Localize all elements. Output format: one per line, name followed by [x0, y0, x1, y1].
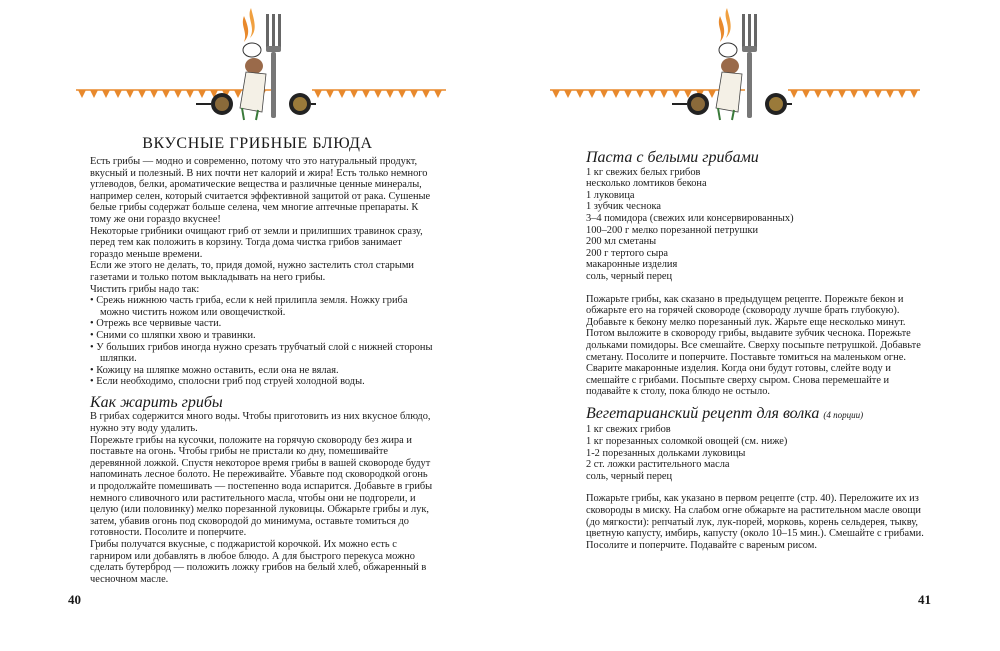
- ingredient: 200 г тертого сыра: [586, 247, 669, 259]
- bunting-flag: [374, 90, 382, 98]
- bunting-flag: [78, 90, 86, 98]
- bunting-flag: [660, 90, 668, 98]
- ingredient: 1 кг свежих белых грибов: [586, 166, 701, 178]
- intro-paragraph-3: Если же этого не делать, то, придя домой, нужно застелить стол старыми газетами и только потом выкладывать на него грибы.: [90, 260, 414, 283]
- intro-paragraph-4: Чистить грибы надо так:: [90, 283, 200, 295]
- section-heading: Как жарить грибы: [90, 393, 223, 411]
- page-title: ВКУСНЫЕ ГРИБНЫЕ БЛЮДА: [142, 135, 373, 152]
- bunting-flag: [162, 90, 170, 98]
- ingredient: 100–200 г мелко порезанной петрушки: [586, 224, 759, 236]
- bunting-flag: [422, 90, 430, 98]
- bunting-flag: [150, 90, 158, 98]
- bunting-flag: [126, 90, 134, 98]
- right-text-column: [586, 149, 934, 551]
- bunting-flag: [612, 90, 620, 98]
- bullet-item: • Если необходимо, сполосни гриб под струей холодной воды.: [90, 376, 365, 388]
- bullet-item: • Отрежь все червивые части.: [90, 318, 222, 330]
- ingredient: 2 ст. ложки растительного масла: [586, 459, 730, 471]
- bunting-flag: [850, 90, 858, 98]
- section-paragraph-2: Порежьте грибы на кусочки, положите на горячую сковороду без жира и поставьте на огонь. Чтобы грибы не пристали ко дну, помешивайте деревянной ложкой. Спустя некоторое время грибы в вашей сковороде будут напоминать лесное болото. Не переживайте. Убавьте под сковородкой огонь и продолжайте помешивать — постепенно вода испарится. Добавьте в грибы немного сливочного или растительного масла, чтобы они не подгорели, и целую (или половинку) мелко порезанной луковицы. Обжарьте грибы и лук, затем, убавив огонь под сковородой до минимума, оставьте томиться до готовности. Посолите и поперчите.: [90, 434, 433, 539]
- bullet-item: • Сними со шляпки хвою и травинки.: [90, 329, 256, 341]
- section-paragraph-1: В грибах содержится много воды. Чтобы приготовить из них вкусное блюдо, нужно эту воду удалить.: [90, 411, 431, 435]
- left-text-column: [90, 156, 433, 585]
- bunting-flag: [886, 90, 894, 98]
- bunting-flag: [600, 90, 608, 98]
- bunting-flag: [138, 90, 146, 98]
- page-number-right: 41: [918, 592, 931, 607]
- bunting-flag: [564, 90, 572, 98]
- header-decoration: [500, 0, 1000, 125]
- recipe1-step-1: Пожарьте грибы, как сказано в предыдущем рецепте. Порежьте бекон и обжарьте его на горячей сковороде (сковороду лучше брать глубокую). Добавьте к бекону мелко порезанный лук. Жарьте еще несколько минут. Потом выложите в сковороду грибы, выдавите зубчик чеснока. Порежьте дольками помидоры. Все смешайте. Сверху посыпьте петрушкой. Добавьте сметану. Посолите и поперчите. Поставьте томиться на маленьком огне.: [586, 293, 921, 363]
- bunting-flag: [910, 90, 918, 98]
- recipe1-title: Паста с белыми грибами: [586, 149, 759, 166]
- ingredient: 200 мл сметаны: [586, 236, 657, 248]
- bullet-item: • У больших грибов иногда нужно срезать трубчатый слой с нижней стороны шляпки.: [90, 341, 433, 365]
- ingredient: соль, черный перец: [586, 270, 673, 282]
- recipe2-portions: (4 порции): [823, 409, 864, 420]
- bunting-flag: [576, 90, 584, 98]
- ingredient: 1-2 порезанных дольками луковицы: [586, 447, 746, 459]
- bunting-flag: [102, 90, 110, 98]
- wolf-chef-illustration: [196, 8, 316, 128]
- bunting-flag: [434, 90, 442, 98]
- bunting-flag: [114, 90, 122, 98]
- ingredient: 3–4 помидора (свежих или консервированных): [586, 212, 794, 224]
- bunting-flag: [588, 90, 596, 98]
- header-decoration: [0, 0, 500, 125]
- recipe2-title: Вегетарианский рецепт для волка (4 порции): [586, 404, 864, 422]
- bunting-flag: [838, 90, 846, 98]
- bullet-item: • Кожицу на шляпке можно оставить, если она не вялая.: [90, 364, 339, 376]
- bunting-flag: [814, 90, 822, 98]
- bunting-flag: [326, 90, 334, 98]
- bunting-flag: [862, 90, 870, 98]
- ingredient: соль, черный перец: [586, 470, 673, 482]
- bunting-flag: [898, 90, 906, 98]
- recipe2-step-1: Пожарьте грибы, как указано в первом рецепте (стр. 40). Переложите их из сковороды в миску. На слабом огне обжарьте на растительном масле овощи (до мягкости): репчатый лук, лук-порей, морковь, корень сельдерея, тыкву, цветную капусту, имбирь, капусту (около 10–15 мин.). Смешайте с грибами. Посолите и поперчите. Подавайте с вареным рисом.: [586, 493, 924, 551]
- ingredient: несколько ломтиков бекона: [586, 178, 707, 190]
- section-paragraph-3: Грибы получатся вкусные, с поджаристой корочкой. Их можно есть с гарниром или добавлять в любое блюдо. А для быстрого перекуса можно сделать бутерброд — положить ложку грибов на белый хлеб, обжаренный в чесночном масле.: [90, 539, 427, 585]
- bunting-flag: [174, 90, 182, 98]
- bunting-flag: [636, 90, 644, 98]
- bunting-left-2: [312, 88, 446, 104]
- bunting-flag: [386, 90, 394, 98]
- right-page: [500, 0, 1000, 651]
- recipe1-step-2: Сварите макаронные изделия. Когда они будут готовы, слейте воду и смешайте с грибами. Посыпьте сверху сыром. Снова перемешайте и подавайте к столу, пока блюдо не остыло.: [586, 363, 891, 398]
- bunting-flag: [874, 90, 882, 98]
- bunting-flag: [350, 90, 358, 98]
- bunting-flag: [802, 90, 810, 98]
- bunting-right-2: [788, 88, 920, 104]
- bunting-flag: [338, 90, 346, 98]
- intro-paragraph-1: Есть грибы — модно и современно, потому что это натуральный продукт, вкусный и полезный. В них почти нет калорий и жира! Есть только немного углеводов, белки, ароматические вещества и различные ценные минералы, например селен, который считается эффективной защитой от рака. Сушеные белые грибы содержат больше селена, чем многие аптечные препараты. К тому же они гораздо вкуснее!: [90, 156, 431, 225]
- bunting-flag: [826, 90, 834, 98]
- bullet-item: • Срежь нижнюю часть гриба, если к ней прилипла земля. Ножку гриба можно чистить ножом или овощечисткой.: [90, 295, 408, 318]
- page-number-left: 40: [68, 592, 81, 607]
- ingredient: 1 зубчик чеснока: [586, 201, 662, 213]
- bunting-flag: [648, 90, 656, 98]
- ingredient: 1 кг порезанных соломкой овощей (см. ниже): [586, 436, 788, 448]
- ingredient: 1 луковица: [586, 189, 635, 201]
- bunting-flag: [398, 90, 406, 98]
- wolf-chef-illustration: [672, 8, 792, 128]
- intro-paragraph-2: Некоторые грибники очищают гриб от земли и прилипших травинок сразу, перед тем как положить в корзину. Тогда дома чистка грибов занимает гораздо меньше времени.: [90, 225, 423, 260]
- bunting-flag: [410, 90, 418, 98]
- bunting-flag: [90, 90, 98, 98]
- ingredient: 1 кг свежих грибов: [586, 424, 671, 436]
- bunting-flag: [624, 90, 632, 98]
- bunting-flag: [186, 90, 194, 98]
- ingredient: макаронные изделия: [586, 259, 678, 271]
- bunting-flag: [552, 90, 560, 98]
- bunting-flag: [362, 90, 370, 98]
